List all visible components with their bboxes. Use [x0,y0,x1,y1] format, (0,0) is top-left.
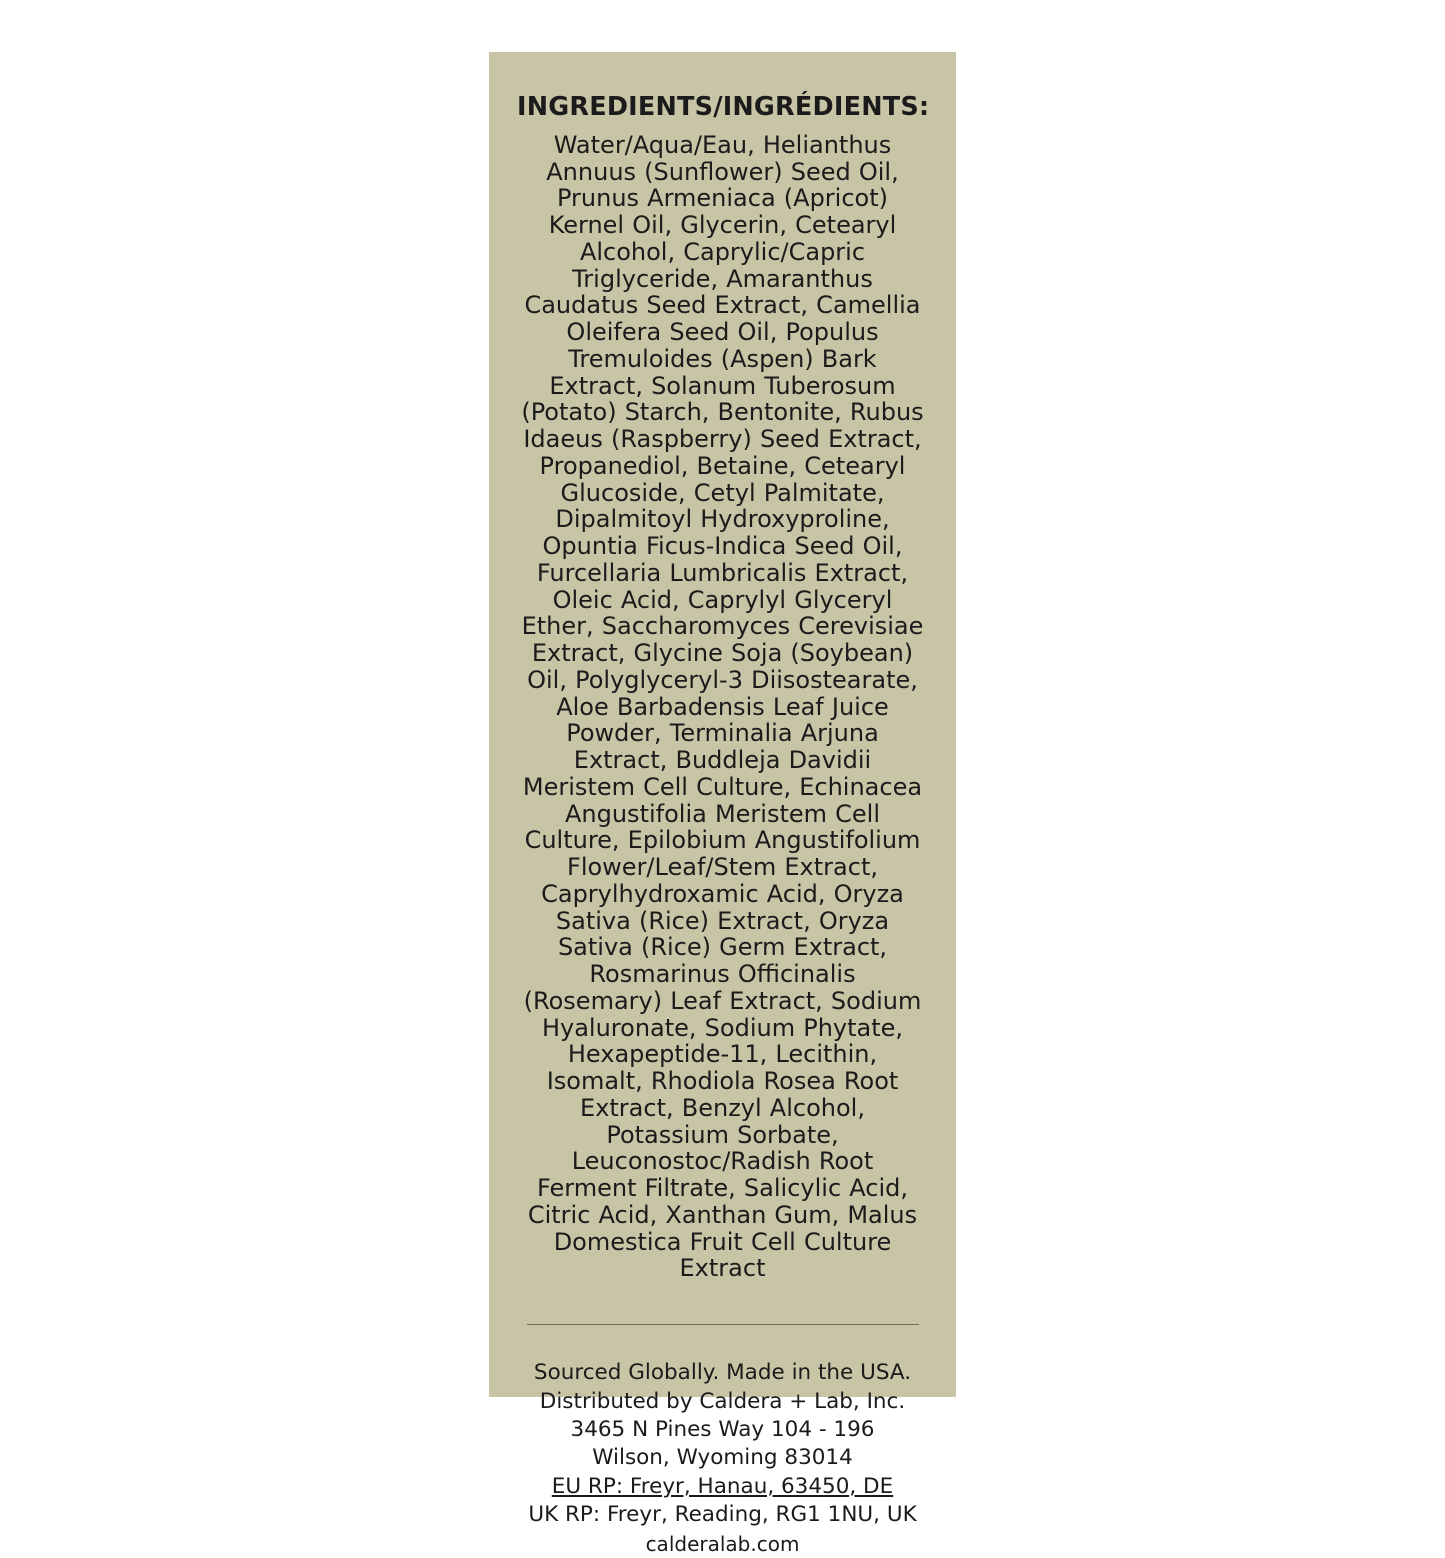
eu-responsible-person: EU RP: Freyr, Hanau, 63450, DE [551,1473,894,1499]
ingredients-heading: INGREDIENTS/INGRÉDIENTS: [517,92,930,122]
address-line-1: 3465 N Pines Way 104 - 196 [570,1416,875,1442]
ingredients-list-text: Water/Aqua/Eau, Helianthus Annuus (Sunflower) Seed Oil, Prunus Armeniaca (Apricot) Kernel Oil, Glycerin, Cetearyl Alcohol, Caprylic/Capric Triglyceride, Amaranthus Caudatus Seed Extract, Camellia Oleifera Seed Oil, Populus Tremuloides (Aspen) Bark Extract, Solanum Tuberosum (Potato) Starch, Bentonite, Rubus Idaeus (Raspberry) Seed Extract, Propanediol, Betaine, Cetearyl Glucoside, Cetyl Palmitate, Dipalmitoyl Hydroxyproline, Opuntia Ficus-Indica Seed Oil, Furcellaria Lumbricalis Extract, Oleic Acid, Caprylyl Glyceryl Ether, Saccharomyces Cerevisiae Extract, Glycine Soja (Soybean) Oil, Polyglyceryl-3 Diisostearate, Aloe Barbadensis Leaf Juice Powder, Terminalia Arjuna Extract, Buddleja Davidii Meristem Cell Culture, Echinacea Angustifolia Meristem Cell Culture, Epilobium Angustifolium Flower/Leaf/Stem Extract, Caprylhydroxamic Acid, Oryza Sativa (Rice) Extract, Oryza Sativa (Rice) Germ Extract, Rosmarinus Officinalis (Rosemary) Leaf Extract, Sodium Hyaluronate, Sodium Phytate, Hexapeptide-11, Lecithin, Isomalt, Rhodiola Rosea Root Extract, Benzyl Alcohol, Potassium Sorbate, Leuconostoc/Radish Root Ferment Filtrate, Salicylic Acid, Citric Acid, Xanthan Gum, Malus Domestica Fruit Cell Culture Extract [521,130,924,1283]
distributor-line: Distributed by Caldera + Lab, Inc. [539,1388,906,1414]
manufacturer-info [517,1359,928,1558]
uk-responsible-person: UK RP: Freyr, Reading, RG1 1NU, UK [528,1502,917,1527]
website-line: calderalab.com [645,1532,800,1557]
address-line-2: Wilson, Wyoming 83014 [592,1445,853,1471]
origin-line: Sourced Globally. Made in the USA. [533,1360,912,1386]
product-label-panel [489,52,956,1557]
section-divider [527,1324,919,1325]
